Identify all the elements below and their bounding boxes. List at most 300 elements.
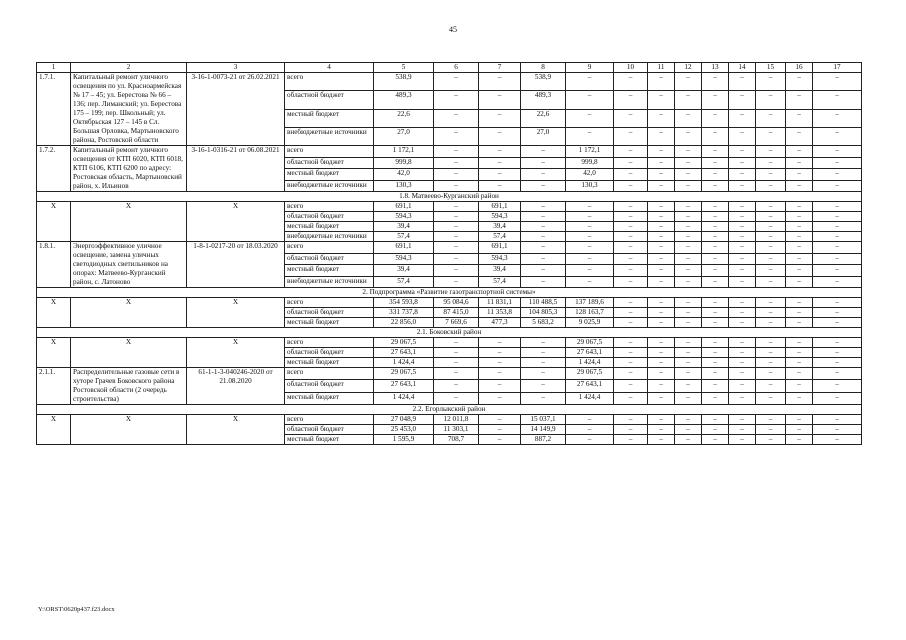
amount-cell: –: [521, 222, 566, 232]
object-name: Распределительные газовые сети в хуторе Грачев Боковского района Ростовской области (2 очередь строительства): [71, 368, 187, 405]
amount-cell: –: [479, 415, 521, 425]
amount-cell: –: [648, 73, 675, 91]
amount-cell: –: [648, 368, 675, 380]
amount-cell: –: [756, 222, 786, 232]
section-heading: 2. Подпрограмма «Развитие газотранспортной системы»: [37, 288, 862, 298]
amount-cell: 1 172,1: [374, 146, 434, 158]
amount-cell: –: [813, 348, 862, 358]
amount-cell: –: [729, 358, 756, 368]
item-number: 1.7.2.: [37, 146, 71, 192]
amount-cell: 22,6: [521, 109, 566, 127]
amount-cell: –: [786, 232, 813, 242]
amount-cell: –: [648, 127, 675, 145]
amount-cell: –: [614, 253, 648, 265]
amount-cell: –: [786, 212, 813, 222]
object-name: Х: [71, 298, 187, 328]
amount-cell: –: [434, 253, 479, 265]
amount-cell: –: [434, 157, 479, 169]
amount-cell: –: [614, 368, 648, 380]
amount-cell: –: [813, 169, 862, 181]
amount-cell: –: [675, 308, 702, 318]
amount-cell: –: [813, 146, 862, 158]
amount-cell: –: [702, 253, 729, 265]
amount-cell: –: [729, 157, 756, 169]
amount-cell: –: [648, 146, 675, 158]
amount-cell: –: [756, 415, 786, 425]
amount-cell: –: [702, 425, 729, 435]
object-name: Х: [71, 202, 187, 242]
amount-cell: –: [434, 265, 479, 277]
amount-cell: –: [702, 348, 729, 358]
amount-cell: –: [479, 169, 521, 181]
amount-cell: –: [614, 425, 648, 435]
object-name: Капитальный ремонт уличного освещения от КТП 6020, КТП 6018, КТП 6106, КТП 6200 по адресу: Ростовская область, Мартыновский район, х. Ильинов: [71, 146, 187, 192]
amount-cell: 1 424,4: [566, 358, 614, 368]
amount-cell: –: [756, 232, 786, 242]
amount-cell: –: [675, 202, 702, 212]
funding-source: местный бюджет: [285, 358, 374, 368]
amount-cell: 42,0: [374, 169, 434, 181]
item-number: Х: [37, 415, 71, 445]
amount-cell: –: [614, 91, 648, 109]
column-number: 3: [187, 63, 285, 73]
amount-cell: –: [434, 202, 479, 212]
amount-cell: –: [729, 425, 756, 435]
item-number: 2.1.1.: [37, 368, 71, 405]
amount-cell: –: [566, 435, 614, 445]
object-name: Капитальный ремонт уличного освещения по ул. Красноармейская № 17 – 45; ул. Берестова № 66 – 136; пер. Лиманский; ул. Берестова 175 – 199; пер. Школьный; ул. Октябрьская 127 – 145 в Сл. Большая Орловка, Мартыновского района, Ростовской области: [71, 73, 187, 146]
funding-source: внебюджетные источники: [285, 276, 374, 288]
amount-cell: –: [614, 232, 648, 242]
amount-cell: –: [729, 73, 756, 91]
amount-cell: –: [648, 392, 675, 404]
column-number: 6: [434, 63, 479, 73]
amount-cell: –: [702, 73, 729, 91]
amount-cell: –: [675, 232, 702, 242]
table-row: [37, 338, 862, 348]
amount-cell: –: [729, 91, 756, 109]
amount-cell: –: [434, 146, 479, 158]
amount-cell: –: [786, 146, 813, 158]
amount-cell: –: [648, 202, 675, 212]
amount-cell: –: [434, 222, 479, 232]
amount-cell: –: [813, 368, 862, 380]
amount-cell: –: [756, 425, 786, 435]
amount-cell: –: [434, 73, 479, 91]
amount-cell: –: [756, 358, 786, 368]
amount-cell: –: [729, 232, 756, 242]
amount-cell: 9 025,9: [566, 318, 614, 328]
amount-cell: –: [434, 109, 479, 127]
amount-cell: –: [756, 242, 786, 254]
amount-cell: –: [614, 392, 648, 404]
amount-cell: –: [729, 127, 756, 145]
column-number: 4: [285, 63, 374, 73]
amount-cell: –: [702, 298, 729, 308]
amount-cell: –: [614, 298, 648, 308]
amount-cell: –: [729, 368, 756, 380]
column-number: 9: [566, 63, 614, 73]
amount-cell: –: [648, 180, 675, 192]
amount-cell: –: [434, 212, 479, 222]
amount-cell: –: [614, 202, 648, 212]
amount-cell: –: [479, 180, 521, 192]
amount-cell: 489,3: [521, 91, 566, 109]
amount-cell: 538,9: [521, 73, 566, 91]
funding-source: всего: [285, 298, 374, 308]
funding-source: всего: [285, 415, 374, 425]
amount-cell: –: [566, 91, 614, 109]
amount-cell: 39,4: [479, 222, 521, 232]
amount-cell: –: [813, 392, 862, 404]
item-number: Х: [37, 202, 71, 242]
amount-cell: –: [675, 392, 702, 404]
amount-cell: –: [614, 358, 648, 368]
expertise-ref: Х: [187, 415, 285, 445]
amount-cell: –: [614, 348, 648, 358]
table-row: [37, 73, 862, 91]
amount-cell: 594,3: [374, 253, 434, 265]
amount-cell: –: [702, 242, 729, 254]
amount-cell: –: [786, 157, 813, 169]
amount-cell: –: [434, 338, 479, 348]
amount-cell: –: [675, 109, 702, 127]
amount-cell: –: [479, 435, 521, 445]
column-number: 5: [374, 63, 434, 73]
amount-cell: –: [566, 73, 614, 91]
column-number: 1: [37, 63, 71, 73]
amount-cell: –: [566, 212, 614, 222]
amount-cell: –: [786, 253, 813, 265]
expertise-ref: Х: [187, 298, 285, 328]
amount-cell: –: [648, 232, 675, 242]
funding-source: областной бюджет: [285, 348, 374, 358]
amount-cell: –: [675, 242, 702, 254]
amount-cell: –: [479, 380, 521, 392]
amount-cell: –: [813, 180, 862, 192]
funding-source: местный бюджет: [285, 265, 374, 277]
amount-cell: 11 353,8: [479, 308, 521, 318]
amount-cell: –: [729, 146, 756, 158]
column-number: 14: [729, 63, 756, 73]
amount-cell: –: [675, 222, 702, 232]
amount-cell: –: [675, 276, 702, 288]
amount-cell: –: [813, 415, 862, 425]
amount-cell: –: [786, 425, 813, 435]
amount-cell: –: [813, 91, 862, 109]
amount-cell: –: [566, 127, 614, 145]
funding-source: всего: [285, 368, 374, 380]
table-row: [37, 146, 862, 158]
amount-cell: 29 067,5: [566, 338, 614, 348]
amount-cell: –: [729, 415, 756, 425]
amount-cell: –: [521, 392, 566, 404]
amount-cell: 691,1: [479, 242, 521, 254]
funding-source: местный бюджет: [285, 435, 374, 445]
column-number: 2: [71, 63, 187, 73]
amount-cell: –: [648, 109, 675, 127]
funding-source: областной бюджет: [285, 253, 374, 265]
amount-cell: –: [479, 358, 521, 368]
amount-cell: –: [675, 265, 702, 277]
amount-cell: 887,2: [521, 435, 566, 445]
funding-source: областной бюджет: [285, 157, 374, 169]
amount-cell: –: [702, 358, 729, 368]
amount-cell: –: [813, 318, 862, 328]
amount-cell: –: [566, 425, 614, 435]
amount-cell: –: [702, 392, 729, 404]
amount-cell: –: [614, 146, 648, 158]
amount-cell: 7 669,6: [434, 318, 479, 328]
amount-cell: –: [729, 222, 756, 232]
table-row: [37, 368, 862, 380]
amount-cell: –: [434, 127, 479, 145]
funding-source: областной бюджет: [285, 308, 374, 318]
amount-cell: –: [786, 358, 813, 368]
amount-cell: –: [756, 146, 786, 158]
amount-cell: –: [434, 180, 479, 192]
amount-cell: –: [521, 146, 566, 158]
expertise-ref: Х: [187, 338, 285, 368]
amount-cell: –: [648, 298, 675, 308]
amount-cell: 29 067,5: [566, 368, 614, 380]
amount-cell: –: [786, 318, 813, 328]
amount-cell: –: [479, 91, 521, 109]
amount-cell: 1 424,4: [374, 392, 434, 404]
file-path-footer: Y:\ORST\0620p437.f23.docx: [38, 606, 115, 613]
amount-cell: –: [729, 276, 756, 288]
amount-cell: –: [614, 276, 648, 288]
amount-cell: –: [786, 265, 813, 277]
amount-cell: –: [729, 380, 756, 392]
amount-cell: 594,3: [479, 253, 521, 265]
amount-cell: –: [813, 276, 862, 288]
section-heading: 2.2. Егорлыкский район: [37, 405, 862, 415]
amount-cell: –: [614, 127, 648, 145]
amount-cell: –: [434, 91, 479, 109]
amount-cell: –: [813, 358, 862, 368]
amount-cell: –: [756, 435, 786, 445]
column-number: 17: [813, 63, 862, 73]
amount-cell: –: [648, 169, 675, 181]
amount-cell: –: [521, 380, 566, 392]
amount-cell: –: [566, 276, 614, 288]
amount-cell: 27 643,1: [374, 348, 434, 358]
amount-cell: 27,0: [374, 127, 434, 145]
funding-source: областной бюджет: [285, 91, 374, 109]
amount-cell: –: [813, 232, 862, 242]
funding-source: местный бюджет: [285, 318, 374, 328]
amount-cell: –: [521, 232, 566, 242]
column-number: 12: [675, 63, 702, 73]
amount-cell: –: [675, 380, 702, 392]
amount-cell: –: [648, 157, 675, 169]
amount-cell: 22,6: [374, 109, 434, 127]
amount-cell: –: [614, 338, 648, 348]
funding-source: областной бюджет: [285, 212, 374, 222]
amount-cell: –: [756, 338, 786, 348]
column-number: 10: [614, 63, 648, 73]
amount-cell: –: [675, 298, 702, 308]
amount-cell: –: [614, 222, 648, 232]
amount-cell: –: [521, 212, 566, 222]
amount-cell: 538,9: [374, 73, 434, 91]
amount-cell: –: [756, 308, 786, 318]
amount-cell: –: [648, 435, 675, 445]
amount-cell: –: [521, 253, 566, 265]
amount-cell: –: [675, 253, 702, 265]
amount-cell: –: [614, 435, 648, 445]
amount-cell: –: [648, 348, 675, 358]
amount-cell: –: [675, 338, 702, 348]
amount-cell: –: [702, 435, 729, 445]
table-row: [37, 415, 862, 425]
amount-cell: 708,7: [434, 435, 479, 445]
amount-cell: –: [786, 222, 813, 232]
amount-cell: –: [786, 276, 813, 288]
amount-cell: –: [521, 276, 566, 288]
funding-source: всего: [285, 338, 374, 348]
amount-cell: –: [729, 338, 756, 348]
amount-cell: –: [648, 265, 675, 277]
amount-cell: –: [521, 242, 566, 254]
amount-cell: –: [648, 415, 675, 425]
funding-source: областной бюджет: [285, 425, 374, 435]
amount-cell: 691,1: [374, 242, 434, 254]
amount-cell: 5 683,2: [521, 318, 566, 328]
amount-cell: –: [566, 242, 614, 254]
amount-cell: 39,4: [374, 222, 434, 232]
amount-cell: –: [566, 253, 614, 265]
amount-cell: 331 737,8: [374, 308, 434, 318]
amount-cell: 27 643,1: [566, 380, 614, 392]
section-heading-row: [37, 288, 862, 298]
amount-cell: –: [479, 109, 521, 127]
amount-cell: –: [729, 392, 756, 404]
amount-cell: 25 453,0: [374, 425, 434, 435]
amount-cell: –: [648, 358, 675, 368]
column-number: 13: [702, 63, 729, 73]
funding-source: внебюджетные источники: [285, 232, 374, 242]
amount-cell: –: [521, 180, 566, 192]
amount-cell: –: [521, 358, 566, 368]
amount-cell: –: [675, 146, 702, 158]
amount-cell: –: [434, 368, 479, 380]
amount-cell: 27 643,1: [374, 380, 434, 392]
amount-cell: –: [702, 265, 729, 277]
amount-cell: –: [702, 222, 729, 232]
amount-cell: –: [675, 169, 702, 181]
amount-cell: –: [786, 73, 813, 91]
amount-cell: 137 189,6: [566, 298, 614, 308]
amount-cell: –: [729, 253, 756, 265]
amount-cell: –: [675, 73, 702, 91]
amount-cell: –: [479, 425, 521, 435]
amount-cell: –: [675, 415, 702, 425]
amount-cell: –: [813, 109, 862, 127]
page-number: 45: [449, 25, 457, 34]
amount-cell: 489,3: [374, 91, 434, 109]
funding-source: местный бюджет: [285, 169, 374, 181]
amount-cell: 57,4: [479, 232, 521, 242]
amount-cell: –: [521, 338, 566, 348]
amount-cell: –: [729, 212, 756, 222]
amount-cell: –: [756, 265, 786, 277]
amount-cell: –: [813, 127, 862, 145]
amount-cell: –: [813, 435, 862, 445]
object-name: Х: [71, 415, 187, 445]
column-number-row: [37, 63, 862, 73]
amount-cell: –: [675, 91, 702, 109]
amount-cell: –: [786, 91, 813, 109]
amount-cell: 594,3: [374, 212, 434, 222]
amount-cell: –: [521, 202, 566, 212]
amount-cell: 999,8: [374, 157, 434, 169]
amount-cell: –: [566, 232, 614, 242]
amount-cell: –: [729, 435, 756, 445]
amount-cell: –: [813, 242, 862, 254]
amount-cell: –: [566, 202, 614, 212]
amount-cell: –: [756, 368, 786, 380]
amount-cell: –: [756, 91, 786, 109]
amount-cell: 29 067,5: [374, 368, 434, 380]
amount-cell: 110 488,5: [521, 298, 566, 308]
amount-cell: –: [434, 242, 479, 254]
amount-cell: 57,4: [374, 276, 434, 288]
amount-cell: –: [786, 242, 813, 254]
amount-cell: –: [756, 348, 786, 358]
amount-cell: –: [729, 109, 756, 127]
amount-cell: –: [648, 425, 675, 435]
amount-cell: –: [756, 212, 786, 222]
section-heading-row: [37, 192, 862, 202]
amount-cell: –: [479, 348, 521, 358]
amount-cell: –: [756, 318, 786, 328]
amount-cell: 87 415,0: [434, 308, 479, 318]
amount-cell: –: [648, 242, 675, 254]
section-heading-row: [37, 328, 862, 338]
amount-cell: 22 856,0: [374, 318, 434, 328]
column-number: 11: [648, 63, 675, 73]
amount-cell: –: [786, 298, 813, 308]
amount-cell: 27 643,1: [566, 348, 614, 358]
amount-cell: –: [729, 348, 756, 358]
amount-cell: –: [756, 380, 786, 392]
amount-cell: –: [786, 415, 813, 425]
amount-cell: –: [702, 232, 729, 242]
section-heading: 1.8. Матвеево-Курганский район: [37, 192, 862, 202]
amount-cell: –: [614, 157, 648, 169]
amount-cell: –: [702, 202, 729, 212]
amount-cell: 57,4: [374, 232, 434, 242]
amount-cell: –: [813, 265, 862, 277]
amount-cell: –: [702, 212, 729, 222]
amount-cell: –: [756, 392, 786, 404]
amount-cell: –: [648, 222, 675, 232]
amount-cell: –: [756, 202, 786, 212]
amount-cell: 11 303,1: [434, 425, 479, 435]
amount-cell: –: [786, 109, 813, 127]
amount-cell: –: [786, 202, 813, 212]
amount-cell: –: [702, 157, 729, 169]
amount-cell: –: [648, 338, 675, 348]
amount-cell: –: [756, 298, 786, 308]
amount-cell: –: [614, 73, 648, 91]
amount-cell: –: [479, 73, 521, 91]
amount-cell: –: [648, 253, 675, 265]
amount-cell: –: [614, 415, 648, 425]
amount-cell: –: [786, 180, 813, 192]
